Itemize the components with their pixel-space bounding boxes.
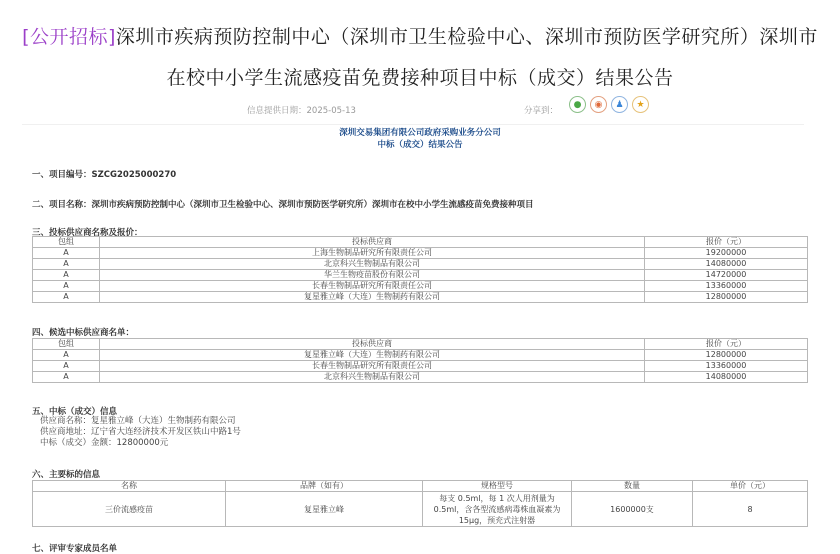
award-address: 供应商地址：辽宁省大连经济技术开发区铁山中路1号 bbox=[40, 427, 241, 437]
favorite-star-icon[interactable]: ★ bbox=[632, 96, 649, 113]
org-header bbox=[0, 127, 840, 151]
table-row: A 华兰生物疫苗股份有限公司 14720000 bbox=[33, 270, 808, 281]
weibo-icon[interactable]: ◉ bbox=[590, 96, 607, 113]
share-icons bbox=[569, 96, 649, 113]
meta-bar bbox=[0, 102, 840, 120]
org-subtitle: 中标（成交）结果公告 bbox=[377, 140, 463, 150]
table-row: A 长春生物制品研究所有限责任公司 13360000 bbox=[33, 281, 808, 292]
section-items-title: 六、主要标的信息 bbox=[32, 470, 101, 480]
share-label: 分享到： bbox=[524, 106, 559, 116]
bidders-table bbox=[32, 236, 808, 303]
section-project-number: 一、项目编号：SZCG2025000270 bbox=[32, 170, 177, 180]
table-row: A 复星雅立峰（大连）生物制药有限公司 12800000 bbox=[33, 292, 808, 303]
wechat-icon[interactable]: ● bbox=[569, 96, 586, 113]
table-header-row: 包组 投标供应商 报价（元） bbox=[33, 339, 808, 350]
qq-icon[interactable]: ♟ bbox=[611, 96, 628, 113]
section-experts-title: 七、评审专家成员名单 bbox=[32, 544, 118, 554]
page-title-line2: 在校中小学生流感疫苗免费接种项目中标（成交）结果公告 bbox=[166, 67, 674, 89]
section-bidders-title: 三、投标供应商名称及报价： bbox=[32, 228, 143, 238]
award-supplier: 供应商名称：复星雅立峰（大连）生物制药有限公司 bbox=[40, 416, 236, 426]
table-row: A 北京科兴生物制品有限公司 14080000 bbox=[33, 372, 808, 383]
table-header-row: 名称 品牌（如有） 规格型号 数量 单价（元） bbox=[33, 481, 808, 492]
table-row: 三价流感疫苗 复星雅立峰 每支 0.5ml，每 1 次人用剂量为 0.5ml，含各型流感病毒株血凝素为 15μg，预充式注射器 1600000支 8 bbox=[33, 492, 808, 527]
candidates-table bbox=[32, 338, 808, 383]
award-amount: 中标（成交）金额：12800000元 bbox=[40, 438, 169, 448]
items-table bbox=[32, 480, 808, 527]
title-tag: [公开招标] bbox=[22, 26, 116, 48]
publish-date: 信息提供日期：2025-05-13 bbox=[247, 106, 356, 116]
section-candidates-title: 四、候选中标供应商名单： bbox=[32, 328, 135, 338]
page-title-line1: [公开招标]深圳市疾病预防控制中心（深圳市卫生检验中心、深圳市预防医学研究所）深圳市 bbox=[22, 26, 818, 48]
divider bbox=[22, 124, 804, 125]
award-info bbox=[40, 416, 241, 449]
table-row: A 上海生物制品研究所有限责任公司 19200000 bbox=[33, 248, 808, 259]
org-name: 深圳交易集团有限公司政府采购业务分公司 bbox=[339, 128, 501, 138]
table-row: A 北京科兴生物制品有限公司 14080000 bbox=[33, 259, 808, 270]
table-row: A 长春生物制品研究所有限责任公司 13360000 bbox=[33, 361, 808, 372]
table-header-row: 包组 投标供应商 报价（元） bbox=[33, 237, 808, 248]
section-award-title: 五、中标（成交）信息 bbox=[32, 407, 118, 417]
section-project-name: 二、项目名称：深圳市疾病预防控制中心（深圳市卫生检验中心、深圳市预防医学研究所）深圳市在校中小学生流感疫苗免费接种项目 bbox=[32, 200, 534, 210]
table-row: A 复星雅立峰（大连）生物制药有限公司 12800000 bbox=[33, 350, 808, 361]
